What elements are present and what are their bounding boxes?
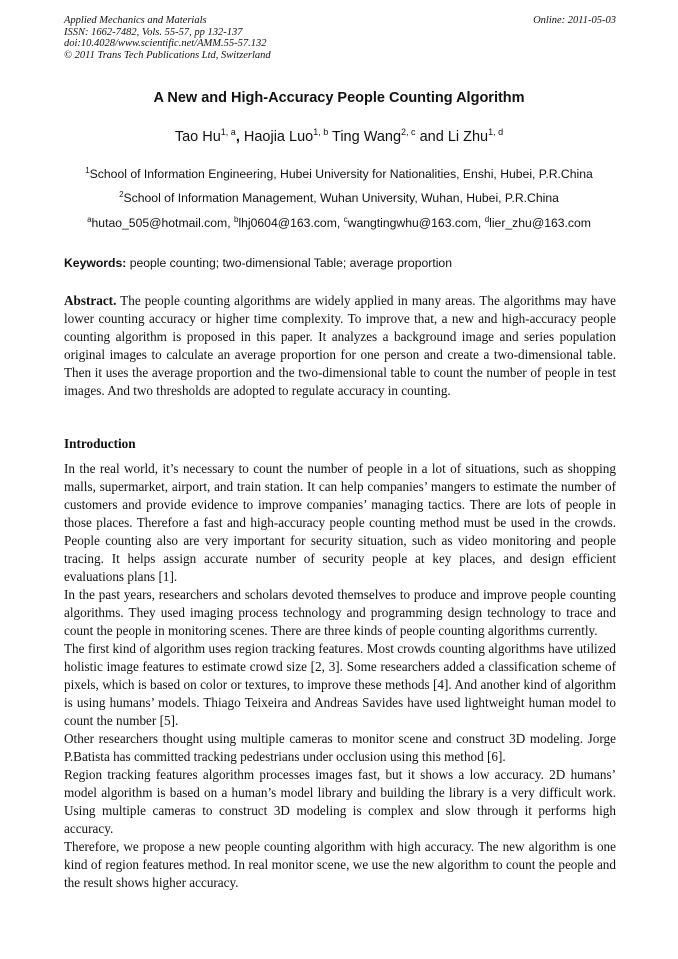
email-marker: c [343,215,348,224]
paragraph: In the real world, it’s necessary to count the number of people in a lot of situations, such as shopping malls, supermarket, airport, and train station. It can help companies’ mangers to estimate the number of customers and provide evidence to improve companies’ managing tactics. There are lots of people in those places. Therefore a fast and high-accuracy people counting method must be used in the crowds. People counting also are very important for security situation, such as video monitoring and people tracing. It helps assign accurate number of security people at key places, and design efficient evaluations plans [1]. [64,461,616,584]
email-marker: d [484,215,490,224]
paper-title: A New and High-Accuracy People Counting Algorithm [153,90,525,106]
author-name: Haojia Luo [243,129,314,145]
affiliation-text: School of Information Management, Wuhan University, Wuhan, Hubei, P.R.China [123,191,559,205]
journal-header [64,15,616,61]
author-name: Tao Hu [174,129,221,145]
affiliation-marker: 2 [119,190,124,199]
affiliation-2 [0,191,678,205]
paragraph: Other researchers thought using multiple cameras to monitor scene and construct 3D modeling. Jorge P.Batista has committed tracking pedestrians under occlusion using this method [6]. [64,731,616,764]
paragraph: Therefore, we propose a new people counting algorithm with high accuracy. The new algorithm is one kind of region features method. In real monitor scene, we use the new algorithm to count the people and the result shows higher accuracy. [64,839,616,890]
email-line [0,216,678,230]
email-address: lhj0604@163.com, [238,216,344,230]
introduction-heading: Introduction [64,436,136,451]
affiliation-1 [0,167,678,181]
journal-name: Applied Mechanics and Materials [64,15,207,26]
doi-line: doi:10.4028/www.scientific.net/AMM.55-57.132 [64,38,267,49]
keywords-label: Keywords: [64,256,127,270]
author-superscript: 2, c [401,127,416,137]
author-name: Ting Wang [332,129,402,145]
email-marker: a [87,215,92,224]
author-separator: and [415,129,448,145]
issn-line: ISSN: 1662-7482, Vols. 55-57, pp 132-137 [64,26,243,38]
paragraph: The first kind of algorithm uses region tracking features. Most crowds counting algorithms have utilized holistic image features to estimate crowd size [2, 3]. Some researchers added a classification scheme of pixels, which is based on color or textures, to improve these methods [4]. And another kind of algorithm is using humans’ models. Thiago Teixeira and Andreas Savides have used lightweight human model to count the number [5]. [64,641,616,728]
affiliation-text: School of Information Engineering, Hubei University for Nationalities, Enshi, Hubei, P.R.China [89,167,593,181]
introduction-body [64,460,616,892]
abstract [64,292,616,400]
copyright-line: © 2011 Trans Tech Publications Ltd, Switzerland [64,49,271,61]
online-date: Online: 2011-05-03 [533,15,616,26]
affiliation-marker: 1 [85,166,90,175]
paragraph: Region tracking features algorithm processes images fast, but it shows a low accuracy. 2D humans’ model algorithm is based on a human’s model library and building the library is a very difficult work. Using multiple cameras to construct 3D modeling is complex and slow through it performs high accuracy. [64,767,616,836]
email-address: hutao_505@hotmail.com, [91,216,234,230]
author-name: Li Zhu [447,129,489,145]
paragraph: In the past years, researchers and scholars devoted themselves to produce and improve people counting algorithms. They used imaging process technology and programming design technology to trace and count the people in monitoring scenes. There are three kinds of people counting algorithms currently. [64,587,616,638]
email-marker: b [233,215,239,224]
keywords-text: people counting; two-dimensional Table; average proportion [126,256,452,270]
author-superscript: 1, b [313,127,329,137]
author-list [0,129,678,145]
author-superscript: 1, a [220,127,236,137]
author-superscript: 1, d [488,127,504,137]
author-separator: , [235,129,244,145]
abstract-text: The people counting algorithms are widely applied in many areas. The algorithms may have lower counting accuracy or higher time complexity. To improve that, a new and high-accuracy people counting algorithm is proposed in this paper. It analyzes a background image and series population original images to calculate an average proportion for one person and create a two-dimensional table. Then it uses the average proportion and the two-dimensional table to count the number of people in test images. And two thresholds are adopted to regulate accuracy in counting. [64,293,616,398]
email-address: lier_zhu@163.com [489,216,591,230]
keywords [64,256,616,270]
email-address: wangtingwhu@163.com, [347,216,485,230]
abstract-label: Abstract. [64,293,117,308]
